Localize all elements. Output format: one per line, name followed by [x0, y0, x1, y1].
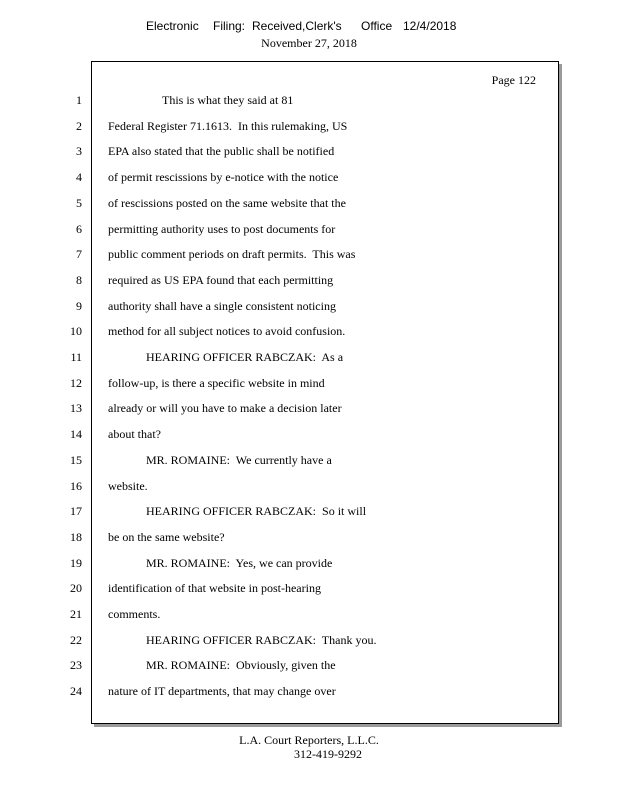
line-number: 1: [76, 93, 82, 107]
transcript-line: MR. ROMAINE: Yes, we can provide: [146, 556, 333, 570]
transcript-line: website.: [108, 479, 148, 493]
transcript-line: follow-up, is there a specific website in mind: [108, 376, 325, 390]
stamp-word: Filing:: [213, 19, 246, 33]
footer-phone: 312-419-9292: [294, 747, 362, 761]
transcript-line: method for all subject notices to avoid confusion.: [108, 324, 346, 338]
transcript-line: EPA also stated that the public shall be notified: [108, 144, 335, 158]
line-number: 16: [70, 479, 82, 493]
line-number: 9: [76, 299, 82, 313]
transcript-line: of permit rescissions by e-notice with the notice: [108, 170, 339, 184]
transcript-line: HEARING OFFICER RABCZAK: So it will: [146, 504, 367, 518]
transcript-page: [91, 61, 559, 724]
line-number: 20: [70, 581, 82, 595]
transcript-line: public comment periods on draft permits. This was: [108, 247, 356, 261]
page-number: Page 122: [491, 73, 536, 87]
line-number: 15: [70, 453, 82, 467]
line-number: 19: [70, 556, 82, 570]
transcript-line: identification of that website in post-hearing: [108, 581, 321, 595]
transcript-line: already or will you have to make a decision later: [108, 401, 342, 415]
transcript-line: Federal Register 71.1613. In this rulemaking, US: [108, 119, 348, 133]
transcript-line: MR. ROMAINE: Obviously, given the: [146, 658, 336, 672]
transcript-line: permitting authority uses to post documents for: [108, 222, 336, 236]
transcript-line: of rescissions posted on the same website that the: [108, 196, 346, 210]
stamp-word: Electronic: [146, 19, 199, 33]
line-number: 13: [70, 401, 82, 415]
transcript-line: MR. ROMAINE: We currently have a: [146, 453, 332, 467]
line-number: 11: [70, 350, 82, 364]
line-number: 7: [76, 247, 82, 261]
line-number: 18: [70, 530, 82, 544]
transcript-line: nature of IT departments, that may change over: [108, 684, 336, 698]
transcript-line: comments.: [108, 607, 161, 621]
line-number: 3: [76, 144, 82, 158]
line-number: 6: [76, 222, 82, 236]
stamp-word: 12/4/2018: [403, 19, 457, 33]
line-number: 8: [76, 273, 82, 287]
transcript-line: be on the same website?: [108, 530, 225, 544]
transcript-line: HEARING OFFICER RABCZAK: Thank you.: [146, 633, 377, 647]
line-number: 17: [70, 504, 82, 518]
line-number: 4: [76, 170, 82, 184]
line-number: 5: [76, 196, 82, 210]
line-number: 12: [70, 376, 82, 390]
document-date: November 27, 2018: [261, 36, 357, 50]
line-number: 23: [70, 658, 82, 672]
line-number: 10: [70, 324, 82, 338]
transcript-line: about that?: [108, 427, 161, 441]
line-number: 24: [70, 684, 82, 698]
transcript-line: HEARING OFFICER RABCZAK: As a: [146, 350, 344, 364]
line-number: 21: [70, 607, 82, 621]
line-number: 22: [70, 633, 82, 647]
stamp-word: Received,Clerk's: [252, 19, 342, 33]
footer-company: L.A. Court Reporters, L.L.C.: [239, 733, 379, 747]
transcript-line: authority shall have a single consistent noticing: [108, 299, 336, 313]
line-number: 2: [76, 119, 82, 133]
transcript-line: required as US EPA found that each permitting: [108, 273, 334, 287]
transcript-line: This is what they said at 81: [162, 93, 294, 107]
line-number: 14: [70, 427, 82, 441]
stamp-word: Office: [361, 19, 393, 33]
